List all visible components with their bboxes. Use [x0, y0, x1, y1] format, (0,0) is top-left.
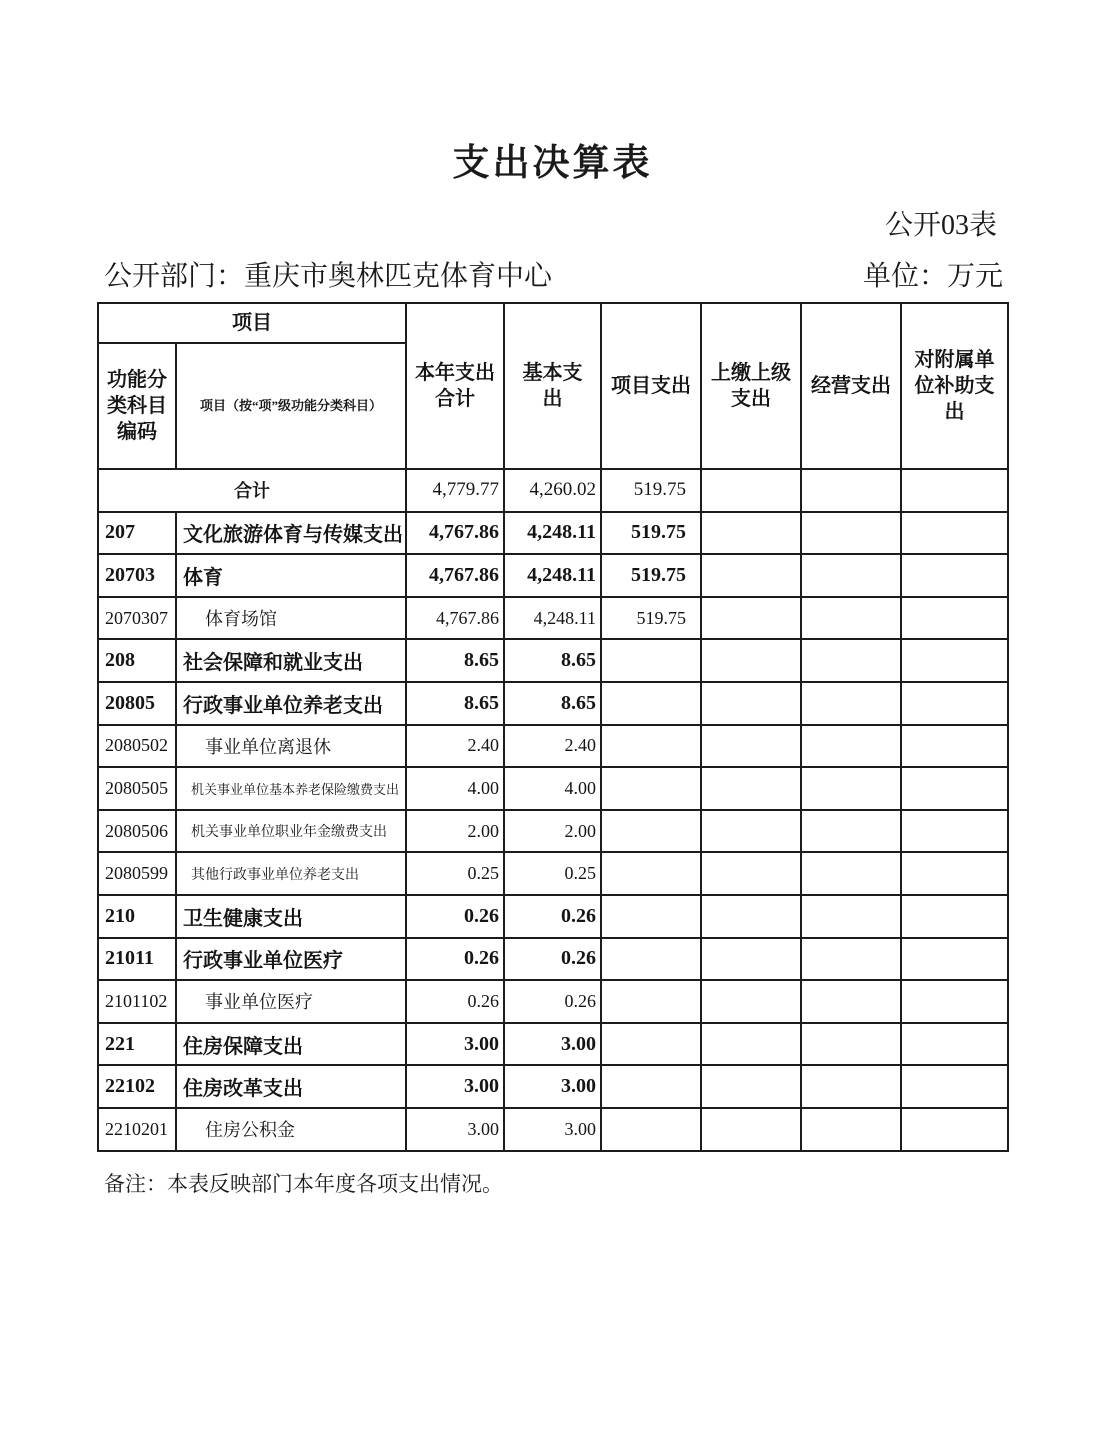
value-cell-basic: 0.26 [504, 938, 601, 981]
value-cell-total: 3.00 [406, 1023, 504, 1066]
value-cell-operating [801, 810, 901, 853]
value-cell-basic: 0.25 [504, 852, 601, 895]
value-cell-basic: 0.26 [504, 980, 601, 1023]
value-cell-upper [701, 852, 801, 895]
value-cell-operating [801, 938, 901, 981]
value-cell-subsidy [901, 1065, 1008, 1108]
header-operating-expenditure: 经营支出 [801, 303, 901, 469]
value-cell-upper [701, 725, 801, 768]
value-cell-total: 0.26 [406, 938, 504, 981]
value-cell-upper [701, 597, 801, 640]
value-cell-upper [701, 1023, 801, 1066]
table-row [98, 980, 1008, 1023]
code-cell: 2080505 [98, 767, 176, 810]
value-cell-operating [801, 895, 901, 938]
value-cell-total: 8.65 [406, 639, 504, 682]
value-cell-total: 0.26 [406, 895, 504, 938]
value-cell-subsidy [901, 810, 1008, 853]
item-cell: 其他行政事业单位养老支出 [176, 852, 406, 895]
value-cell-project: 519.75 [601, 597, 701, 640]
item-cell: 文化旅游体育与传媒支出 [176, 512, 406, 555]
value-cell-project [601, 895, 701, 938]
value-cell-total: 2.00 [406, 810, 504, 853]
value-cell-subsidy [901, 682, 1008, 725]
department-label: 公开部门：重庆市奥林匹克体育中心 [104, 261, 553, 292]
value-cell-project [601, 1023, 701, 1066]
item-cell: 行政事业单位养老支出 [176, 682, 406, 725]
item-cell: 住房改革支出 [176, 1065, 406, 1108]
value-cell-total: 3.00 [406, 1065, 504, 1108]
unit-label: 单位：万元 [862, 261, 1003, 292]
value-cell-subsidy [901, 469, 1008, 512]
table-row [98, 1023, 1008, 1066]
value-cell-basic: 0.26 [504, 895, 601, 938]
code-cell: 2070307 [98, 597, 176, 640]
code-cell: 2210201 [98, 1108, 176, 1151]
value-cell-total: 0.25 [406, 852, 504, 895]
table-row [98, 852, 1008, 895]
item-cell: 卫生健康支出 [176, 895, 406, 938]
header-upper-level-payment: 上缴上级支出 [701, 303, 801, 469]
value-cell-subsidy [901, 597, 1008, 640]
value-cell-operating [801, 1023, 901, 1066]
value-cell-operating [801, 767, 901, 810]
table-row [98, 554, 1008, 597]
value-cell-project: 519.75 [601, 512, 701, 555]
table-row [98, 938, 1008, 981]
value-cell-basic: 2.40 [504, 725, 601, 768]
table-row [98, 597, 1008, 640]
item-cell: 事业单位离退休 [176, 725, 406, 768]
code-cell: 2101102 [98, 980, 176, 1023]
value-cell-basic: 3.00 [504, 1065, 601, 1108]
header-total-expenditure: 本年支出合计 [406, 303, 504, 469]
value-cell-basic: 4,248.11 [504, 597, 601, 640]
value-cell-operating [801, 725, 901, 768]
code-cell: 210 [98, 895, 176, 938]
table-row [98, 639, 1008, 682]
value-cell-upper [701, 1108, 801, 1151]
value-cell-total: 8.65 [406, 682, 504, 725]
value-cell-project [601, 852, 701, 895]
value-cell-total: 4,767.86 [406, 512, 504, 555]
value-cell-upper [701, 639, 801, 682]
code-cell: 208 [98, 639, 176, 682]
value-cell-total: 4.00 [406, 767, 504, 810]
table-header [98, 303, 1008, 469]
value-cell-basic: 4,248.11 [504, 512, 601, 555]
code-cell: 20805 [98, 682, 176, 725]
value-cell-upper [701, 810, 801, 853]
code-cell: 207 [98, 512, 176, 555]
item-cell: 机关事业单位基本养老保险缴费支出 [176, 767, 406, 810]
value-cell-upper [701, 895, 801, 938]
value-cell-operating [801, 512, 901, 555]
header-subsidy-to-affiliates: 对附属单位补助支出 [901, 303, 1008, 469]
item-cell: 住房公积金 [176, 1108, 406, 1151]
value-cell-subsidy [901, 852, 1008, 895]
value-cell-upper [701, 469, 801, 512]
value-cell-subsidy [901, 895, 1008, 938]
table-row [98, 469, 1008, 512]
table-row [98, 810, 1008, 853]
value-cell-basic: 4,260.02 [504, 469, 601, 512]
item-cell: 行政事业单位医疗 [176, 938, 406, 981]
code-cell: 20703 [98, 554, 176, 597]
item-cell: 住房保障支出 [176, 1023, 406, 1066]
value-cell-operating [801, 1108, 901, 1151]
value-cell-operating [801, 1065, 901, 1108]
value-cell-subsidy [901, 980, 1008, 1023]
value-cell-total: 4,767.86 [406, 554, 504, 597]
value-cell-operating [801, 980, 901, 1023]
value-cell-operating [801, 554, 901, 597]
code-cell: 22102 [98, 1065, 176, 1108]
table-row [98, 767, 1008, 810]
value-cell-project [601, 980, 701, 1023]
item-cell: 事业单位医疗 [176, 980, 406, 1023]
value-cell-basic: 8.65 [504, 639, 601, 682]
value-cell-project [601, 1108, 701, 1151]
value-cell-project [601, 682, 701, 725]
value-cell-basic: 8.65 [504, 682, 601, 725]
value-cell-subsidy [901, 938, 1008, 981]
value-cell-subsidy [901, 1023, 1008, 1066]
value-cell-basic: 4.00 [504, 767, 601, 810]
value-cell-upper [701, 767, 801, 810]
value-cell-project [601, 725, 701, 768]
table-body [98, 469, 1008, 1151]
table-row [98, 725, 1008, 768]
code-cell: 2080599 [98, 852, 176, 895]
value-cell-operating [801, 682, 901, 725]
table-row [98, 895, 1008, 938]
value-cell-operating [801, 469, 901, 512]
value-cell-subsidy [901, 639, 1008, 682]
value-cell-project [601, 810, 701, 853]
value-cell-operating [801, 597, 901, 640]
value-cell-project: 519.75 [601, 469, 701, 512]
value-cell-total: 3.00 [406, 1108, 504, 1151]
grand-total-label: 合计 [98, 469, 406, 512]
footnote: 备注：本表反映部门本年度各项支出情况。 [104, 1172, 503, 1196]
code-cell: 2080502 [98, 725, 176, 768]
value-cell-total: 4,767.86 [406, 597, 504, 640]
value-cell-operating [801, 639, 901, 682]
code-cell: 221 [98, 1023, 176, 1066]
value-cell-subsidy [901, 512, 1008, 555]
value-cell-project [601, 767, 701, 810]
page-title: 支出决算表 [452, 141, 653, 184]
code-cell: 2080506 [98, 810, 176, 853]
value-cell-project: 519.75 [601, 554, 701, 597]
item-cell: 机关事业单位职业年金缴费支出 [176, 810, 406, 853]
value-cell-operating [801, 852, 901, 895]
table-row [98, 1108, 1008, 1151]
value-cell-subsidy [901, 725, 1008, 768]
code-cell: 21011 [98, 938, 176, 981]
value-cell-total: 0.26 [406, 980, 504, 1023]
value-cell-upper [701, 980, 801, 1023]
value-cell-upper [701, 682, 801, 725]
table-row [98, 512, 1008, 555]
value-cell-project [601, 1065, 701, 1108]
header-basic-expenditure: 基本支出 [504, 303, 601, 469]
header-project-expenditure: 项目支出 [601, 303, 701, 469]
form-number-label: 公开03表 [884, 210, 997, 241]
value-cell-subsidy [901, 767, 1008, 810]
value-cell-basic: 3.00 [504, 1023, 601, 1066]
item-cell: 社会保障和就业支出 [176, 639, 406, 682]
value-cell-basic: 3.00 [504, 1108, 601, 1151]
value-cell-total: 4,779.77 [406, 469, 504, 512]
expenditure-table [97, 302, 1009, 1152]
item-cell: 体育 [176, 554, 406, 597]
value-cell-project [601, 938, 701, 981]
value-cell-basic: 4,248.11 [504, 554, 601, 597]
value-cell-total: 2.40 [406, 725, 504, 768]
meta-row [104, 254, 1003, 294]
value-cell-upper [701, 554, 801, 597]
header-item-group: 项目 [98, 303, 406, 343]
table-row [98, 1065, 1008, 1108]
value-cell-basic: 2.00 [504, 810, 601, 853]
value-cell-upper [701, 512, 801, 555]
table-row [98, 682, 1008, 725]
value-cell-subsidy [901, 554, 1008, 597]
value-cell-upper [701, 938, 801, 981]
value-cell-upper [701, 1065, 801, 1108]
value-cell-subsidy [901, 1108, 1008, 1151]
header-function-code: 功能分类科目编码 [98, 343, 176, 469]
header-item-by-level: 项目（按“项”级功能分类科目） [176, 343, 406, 469]
value-cell-project [601, 639, 701, 682]
item-cell: 体育场馆 [176, 597, 406, 640]
